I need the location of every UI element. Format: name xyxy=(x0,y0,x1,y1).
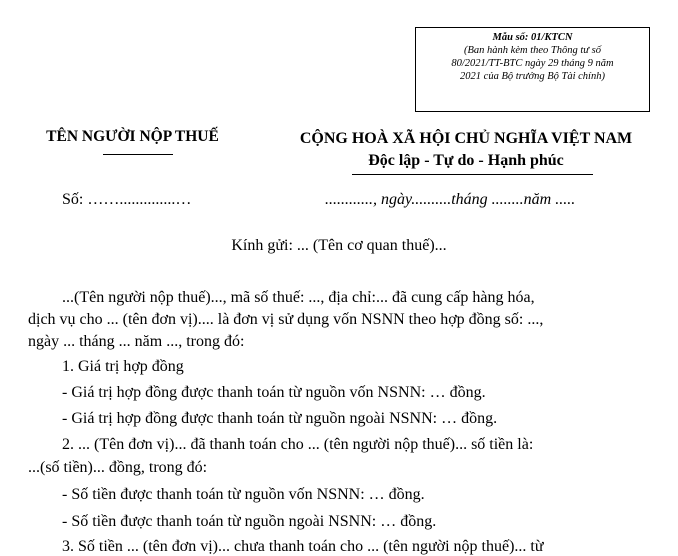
republic-title: CỘNG HOÀ XÃ HỘI CHỦ NGHĨA VIỆT NAM xyxy=(299,130,633,147)
form-note-line-2: 80/2021/TT-BTC ngày 29 tháng 9 năm xyxy=(451,58,614,69)
item-1-title: 1. Giá trị hợp đồng xyxy=(62,358,184,375)
item-2-b: - Số tiền được thanh toán từ nguồn ngoài NSNN: … đồng. xyxy=(62,513,437,530)
item-2-line-1: 2. ... (Tên đơn vị)... đã thanh toán cho ... (tên người nộp thuế)... số tiền là: xyxy=(62,436,534,453)
national-heading xyxy=(278,128,654,172)
item-3-partial: 3. Số tiền ... (tên đơn vị)... chưa thanh toán cho ... (tên người nộp thuế)... từ xyxy=(62,538,544,555)
form-code: Mẫu số: 01/KTCN xyxy=(492,32,573,43)
taxpayer-underline xyxy=(103,154,173,155)
form-note-line-1: (Ban hành kèm theo Thông tư số xyxy=(464,45,601,56)
form-note-line-3: 2021 của Bộ trưởng Bộ Tài chính) xyxy=(460,71,605,82)
document-number: Số: ……..............… xyxy=(62,191,192,208)
document-date: ............, ngày..........tháng ........năm ..... xyxy=(325,191,576,208)
paragraph-1-line-3: ngày ... tháng ... năm ..., trong đó: xyxy=(28,333,245,350)
paragraph-1-line-1: ...(Tên người nộp thuế)..., mã số thuế: ..., địa chỉ:... đã cung cấp hàng hóa, xyxy=(62,289,535,306)
form-code-box xyxy=(415,27,650,112)
item-1-a: - Giá trị hợp đồng được thanh toán từ nguồn vốn NSNN: … đồng. xyxy=(62,384,486,401)
motto-underline xyxy=(352,174,593,175)
taxpayer-name-heading: TÊN NGƯỜI NỘP THUẾ xyxy=(46,128,219,145)
motto: Độc lập - Tự do - Hạnh phúc xyxy=(368,152,564,169)
item-2-line-2: ...(số tiền)... đồng, trong đó: xyxy=(28,459,208,476)
item-1-b: - Giá trị hợp đồng được thanh toán từ nguồn ngoài NSNN: … đồng. xyxy=(62,410,498,427)
paragraph-1-line-2: dịch vụ cho ... (tên đơn vị).... là đơn vị sử dụng vốn NSNN theo hợp đồng số: ..., xyxy=(28,311,544,328)
addressee: Kính gửi: ... (Tên cơ quan thuế)... xyxy=(231,237,447,254)
item-2-a: - Số tiền được thanh toán từ nguồn vốn NSNN: … đồng. xyxy=(62,486,425,503)
